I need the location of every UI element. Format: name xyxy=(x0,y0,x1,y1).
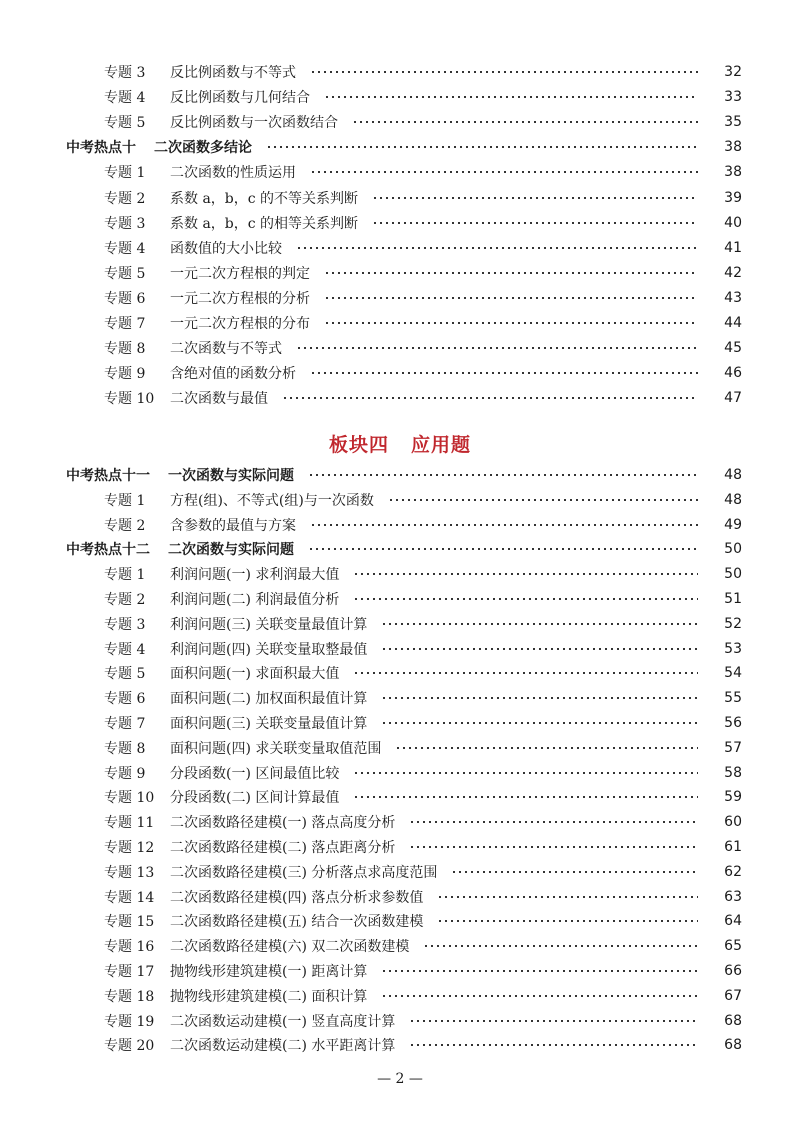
toc-page-number: 48 xyxy=(724,491,742,508)
toc-entry-number: 专题 5 xyxy=(104,265,146,282)
toc-entry-label xyxy=(0,862,437,882)
toc-entry-number: 专题 5 xyxy=(104,115,146,132)
dot-leader xyxy=(308,548,698,550)
toc-entry-number: 专题 18 xyxy=(104,988,155,1005)
toc-topic-row[interactable] xyxy=(0,513,800,537)
dot-leader xyxy=(324,322,698,324)
dot-leader xyxy=(388,499,698,501)
dot-leader xyxy=(381,970,698,972)
toc-page-number: 35 xyxy=(724,114,742,131)
toc-entry-label xyxy=(0,1035,395,1055)
dot-leader xyxy=(423,945,698,947)
toc-topic-row[interactable] xyxy=(0,909,800,933)
toc-entry-number: 专题 1 xyxy=(104,492,146,509)
toc-entry-label xyxy=(0,763,339,783)
section-part-label: 板块四 xyxy=(328,433,389,456)
dot-leader xyxy=(310,372,698,374)
toc-entry-title: 一元二次方程根的分析 xyxy=(170,290,310,307)
dot-leader xyxy=(381,722,698,724)
toc-entry-label xyxy=(0,936,409,956)
toc-page-number: 50 xyxy=(724,566,742,583)
toc-entry-label xyxy=(0,188,358,208)
toc-topic-row[interactable] xyxy=(0,984,800,1008)
toc-entry-number: 专题 4 xyxy=(104,90,146,107)
toc-entry-number: 专题 7 xyxy=(104,716,146,732)
toc-page-number: 50 xyxy=(724,541,742,558)
dot-leader xyxy=(324,272,698,274)
toc-page-number: 52 xyxy=(724,615,742,632)
toc-entry-number: 专题 3 xyxy=(104,215,146,232)
toc-topic-row[interactable] xyxy=(0,336,800,360)
toc-entry-title: 一次函数与实际问题 xyxy=(168,468,294,484)
toc-entry-label xyxy=(0,589,339,609)
toc-entry-number: 专题 8 xyxy=(104,740,146,757)
toc-page-number: 32 xyxy=(724,64,742,80)
toc-chapter-row[interactable] xyxy=(0,463,800,487)
toc-entry-title: 利润问题(一) 求利润最大值 xyxy=(170,567,340,584)
toc-entry-label xyxy=(0,87,310,107)
dot-leader xyxy=(310,524,698,526)
dot-leader xyxy=(381,697,698,699)
dot-leader xyxy=(353,772,698,774)
toc-topic-row[interactable] xyxy=(0,810,800,834)
toc-page-number: 38 xyxy=(724,164,742,181)
toc-topic-row[interactable] xyxy=(0,311,800,335)
toc-topic-row[interactable] xyxy=(0,60,800,84)
toc-entry-number: 专题 6 xyxy=(104,691,146,708)
toc-topic-row[interactable] xyxy=(0,1033,800,1057)
dot-leader xyxy=(409,821,698,823)
toc-topic-row[interactable] xyxy=(0,286,800,310)
toc-entry-title: 系数 a，b，c 的相等关系判断 xyxy=(170,215,359,232)
toc-entry-number: 专题 2 xyxy=(104,517,146,534)
toc-entry-number: 专题 9 xyxy=(104,366,146,383)
toc-page-number: 41 xyxy=(724,239,742,256)
toc-entry-title: 二次函数的性质运用 xyxy=(170,165,296,182)
toc-entry-title: 分段函数(二) 区间计算最值 xyxy=(170,790,340,807)
toc-entry-title: 一元二次方程根的判定 xyxy=(170,265,310,282)
toc-entry-label xyxy=(0,162,296,182)
toc-entry-title: 一元二次方程根的分布 xyxy=(170,316,310,332)
toc-topic-row[interactable] xyxy=(0,885,800,909)
toc-entry-number: 专题 19 xyxy=(104,1013,155,1030)
toc-entry-number: 专题 10 xyxy=(104,391,155,408)
toc-entry-label xyxy=(0,465,294,485)
toc-entry-label xyxy=(0,313,310,333)
toc-entry-title: 反比例函数与几何结合 xyxy=(170,90,310,107)
toc-entry-title: 二次函数路径建模(三) 分析落点求高度范围 xyxy=(170,864,438,881)
toc-page-number: 66 xyxy=(724,963,742,979)
toc-page-number: 40 xyxy=(724,214,742,231)
toc-topic-row[interactable] xyxy=(0,85,800,109)
toc-page-number: 54 xyxy=(724,665,742,682)
toc-entry-label xyxy=(0,812,395,832)
toc-entry-title: 含绝对值的函数分析 xyxy=(170,366,296,383)
toc-page-number: 68 xyxy=(724,1012,742,1029)
dot-leader xyxy=(372,197,698,199)
toc-entry-label xyxy=(0,137,252,157)
toc-topic-row[interactable] xyxy=(0,637,800,661)
toc-entry-label xyxy=(0,837,395,857)
toc-page-number: 42 xyxy=(724,264,742,281)
toc-topic-row[interactable] xyxy=(0,686,800,710)
toc-entry-number: 中考热点十二 xyxy=(66,542,150,559)
toc-entry-label xyxy=(0,338,282,358)
dot-leader xyxy=(353,598,698,600)
toc-topic-row[interactable] xyxy=(0,386,800,410)
dot-leader xyxy=(381,623,698,625)
toc-topic-row[interactable] xyxy=(0,835,800,859)
toc-entry-title: 二次函数路径建模(五) 结合一次函数建模 xyxy=(170,914,424,931)
toc-entry-label xyxy=(0,738,381,758)
toc-entry-title: 利润问题(二) 利润最值分析 xyxy=(170,592,340,608)
toc-page-number: 44 xyxy=(724,315,742,331)
dot-leader xyxy=(409,1020,698,1022)
toc-entry-number: 专题 4 xyxy=(104,641,146,658)
toc-entry-label xyxy=(0,688,367,708)
toc-entry-label xyxy=(0,288,310,308)
toc-page-number: 56 xyxy=(724,715,742,731)
toc-entry-title: 反比例函数与一次函数结合 xyxy=(170,115,338,132)
toc-entry-number: 专题 3 xyxy=(104,65,146,81)
toc-chapter-row[interactable] xyxy=(0,135,800,159)
toc-entry-number: 专题 13 xyxy=(104,864,155,881)
toc-page-number: 63 xyxy=(724,888,742,905)
toc-entry-title: 面积问题(三) 关联变量最值计算 xyxy=(170,716,368,732)
toc-entry-label xyxy=(0,515,296,535)
toc-page-number: 53 xyxy=(724,640,742,657)
toc-entry-title: 系数 a，b，c 的不等关系判断 xyxy=(170,190,359,207)
toc-topic-row[interactable] xyxy=(0,934,800,958)
dot-leader xyxy=(308,474,698,476)
toc-page-number: 57 xyxy=(724,739,742,756)
toc-page-number: 46 xyxy=(724,365,742,382)
toc-entry-title: 抛物线形建筑建模(一) 距离计算 xyxy=(170,964,368,980)
section-name: 应用题 xyxy=(411,433,472,456)
toc-entry-label xyxy=(0,911,423,931)
toc-entry-title: 方程(组)、不等式(组)与一次函数 xyxy=(170,492,374,509)
toc-entry-label xyxy=(0,62,296,82)
toc-entry-title: 抛物线形建筑建模(二) 面积计算 xyxy=(170,988,368,1005)
toc-page-number: 33 xyxy=(724,89,742,106)
toc-entry-title: 二次函数路径建模(六) 双二次函数建模 xyxy=(170,939,410,956)
toc-topic-row[interactable] xyxy=(0,361,800,385)
toc-entry-number: 专题 15 xyxy=(104,914,155,931)
dot-leader xyxy=(310,171,698,173)
toc-entry-title: 面积问题(一) 求面积最大值 xyxy=(170,666,340,683)
toc-page-number: 64 xyxy=(724,913,742,930)
toc-entry-number: 专题 6 xyxy=(104,290,146,307)
toc-chapter-row[interactable] xyxy=(0,537,800,561)
toc-page-number: 68 xyxy=(724,1037,742,1054)
toc-entry-title: 二次函数与最值 xyxy=(170,391,268,408)
toc-entry-number: 专题 1 xyxy=(104,165,146,182)
toc-entry-number: 专题 2 xyxy=(104,592,146,608)
toc-entry-label xyxy=(0,238,282,258)
toc-page-number: 59 xyxy=(724,789,742,806)
toc-entry-number: 专题 16 xyxy=(104,939,155,956)
toc-page-number: 65 xyxy=(724,938,742,955)
toc-page-number: 47 xyxy=(724,390,742,407)
toc-entry-number: 专题 12 xyxy=(104,840,155,856)
toc-topic-row[interactable] xyxy=(0,587,800,611)
toc-entry-title: 利润问题(三) 关联变量最值计算 xyxy=(170,616,368,633)
toc-entry-label xyxy=(0,614,367,634)
dot-leader xyxy=(437,920,698,922)
toc-entry-number: 专题 1 xyxy=(104,567,146,584)
toc-entry-title: 二次函数运动建模(一) 竖直高度计算 xyxy=(170,1013,396,1030)
dot-leader xyxy=(353,672,698,674)
toc-entry-title: 面积问题(四) 求关联变量取值范围 xyxy=(170,740,382,757)
toc-entry-label xyxy=(0,887,423,907)
toc-entry-number: 专题 7 xyxy=(104,316,146,332)
dot-leader xyxy=(296,347,698,349)
toc-topic-row[interactable] xyxy=(0,110,800,134)
toc-page-number: 39 xyxy=(724,189,742,206)
toc-entry-number: 专题 4 xyxy=(104,240,146,257)
toc-topic-row[interactable] xyxy=(0,612,800,636)
toc-entry-label xyxy=(0,363,296,383)
dot-leader xyxy=(381,995,698,997)
toc-entry-title: 二次函数与不等式 xyxy=(170,341,282,358)
toc-entry-title: 含参数的最值与方案 xyxy=(170,517,296,534)
toc-page-number: 67 xyxy=(724,987,742,1004)
toc-entry-label xyxy=(0,564,339,584)
toc-entry-label xyxy=(0,663,339,683)
dot-leader xyxy=(352,121,698,123)
toc-topic-row[interactable] xyxy=(0,785,800,809)
dot-leader xyxy=(395,747,698,749)
toc-topic-row[interactable] xyxy=(0,959,800,983)
toc-topic-row[interactable] xyxy=(0,562,800,586)
toc-topic-row[interactable] xyxy=(0,211,800,235)
page-number-footer: — 2 — xyxy=(377,1071,423,1087)
toc-entry-label xyxy=(0,388,268,408)
toc-topic-row[interactable] xyxy=(0,1009,800,1033)
toc-topic-row[interactable] xyxy=(0,160,800,184)
toc-page-number: 49 xyxy=(724,516,742,533)
toc-entry-label xyxy=(0,539,294,559)
toc-topic-row[interactable] xyxy=(0,236,800,260)
toc-entry-number: 专题 10 xyxy=(104,790,155,807)
toc-page-number: 43 xyxy=(724,289,742,306)
toc-page-number: 45 xyxy=(724,340,742,357)
toc-entry-title: 面积问题(二) 加权面积最值计算 xyxy=(170,691,368,708)
dot-leader xyxy=(296,247,698,249)
dot-leader xyxy=(324,96,698,98)
toc-entry-title: 二次函数路径建模(四) 落点分析求参数值 xyxy=(170,889,424,906)
dot-leader xyxy=(372,222,698,224)
dot-leader xyxy=(324,297,698,299)
toc-page-number: 61 xyxy=(724,839,742,855)
toc-entry-number: 专题 11 xyxy=(104,815,155,832)
toc-topic-row[interactable] xyxy=(0,736,800,760)
toc-entry-number: 中考热点十 xyxy=(66,140,136,157)
toc-page-number: 60 xyxy=(724,814,742,831)
dot-leader xyxy=(353,796,698,798)
toc-entry-number: 专题 8 xyxy=(104,341,146,358)
toc-topic-row[interactable] xyxy=(0,711,800,735)
toc-entry-title: 反比例函数与不等式 xyxy=(170,65,296,81)
dot-leader xyxy=(381,648,698,650)
toc-topic-row[interactable] xyxy=(0,488,800,512)
toc-entry-number: 专题 14 xyxy=(104,889,155,906)
toc-entry-label xyxy=(0,263,310,283)
toc-entry-label xyxy=(0,213,358,233)
toc-entry-title: 利润问题(四) 关联变量取整最值 xyxy=(170,641,368,658)
dot-leader xyxy=(310,71,698,73)
toc-topic-row[interactable] xyxy=(0,661,800,685)
dot-leader xyxy=(437,896,698,898)
toc-entry-label xyxy=(0,112,338,132)
toc-entry-title: 二次函数与实际问题 xyxy=(168,542,294,559)
toc-entry-number: 专题 9 xyxy=(104,765,146,782)
toc-entry-number: 专题 17 xyxy=(104,964,155,980)
toc-entry-label xyxy=(0,490,374,510)
toc-entry-number: 专题 5 xyxy=(104,666,146,683)
dot-leader xyxy=(451,871,698,873)
dot-leader xyxy=(409,846,698,848)
toc-page-number: 62 xyxy=(724,863,742,880)
toc-entry-title: 二次函数运动建模(二) 水平距离计算 xyxy=(170,1038,396,1055)
toc-topic-row[interactable] xyxy=(0,261,800,285)
toc-page-number: 51 xyxy=(724,591,742,607)
section-heading xyxy=(0,428,800,458)
toc-entry-label xyxy=(0,986,367,1006)
toc-entry-label xyxy=(0,961,367,981)
toc-entry-title: 分段函数(一) 区间最值比较 xyxy=(170,765,340,782)
toc-page-number: 48 xyxy=(724,467,742,483)
dot-leader xyxy=(409,1044,698,1046)
toc-topic-row[interactable] xyxy=(0,186,800,210)
toc-entry-label xyxy=(0,713,367,733)
toc-page-number: 55 xyxy=(724,690,742,707)
toc-entry-title: 二次函数路径建模(二) 落点距离分析 xyxy=(170,840,396,856)
toc-entry-number: 专题 20 xyxy=(104,1038,155,1055)
toc-entry-title: 二次函数路径建模(一) 落点高度分析 xyxy=(170,815,396,832)
toc-page-number: 58 xyxy=(724,764,742,781)
toc-entry-title: 二次函数多结论 xyxy=(154,140,252,157)
toc-page-number: 38 xyxy=(724,139,742,156)
dot-leader xyxy=(266,146,698,148)
dot-leader xyxy=(282,397,698,399)
toc-entry-number: 专题 3 xyxy=(104,616,146,633)
dot-leader xyxy=(353,573,698,575)
toc-topic-row[interactable] xyxy=(0,860,800,884)
toc-topic-row[interactable] xyxy=(0,761,800,785)
toc-entry-number: 专题 2 xyxy=(104,190,146,207)
toc-entry-label xyxy=(0,1011,395,1031)
toc-entry-number: 中考热点十一 xyxy=(66,468,150,484)
toc-entry-title: 函数值的大小比较 xyxy=(170,240,282,257)
toc-entry-label xyxy=(0,787,339,807)
toc-entry-label xyxy=(0,639,367,659)
